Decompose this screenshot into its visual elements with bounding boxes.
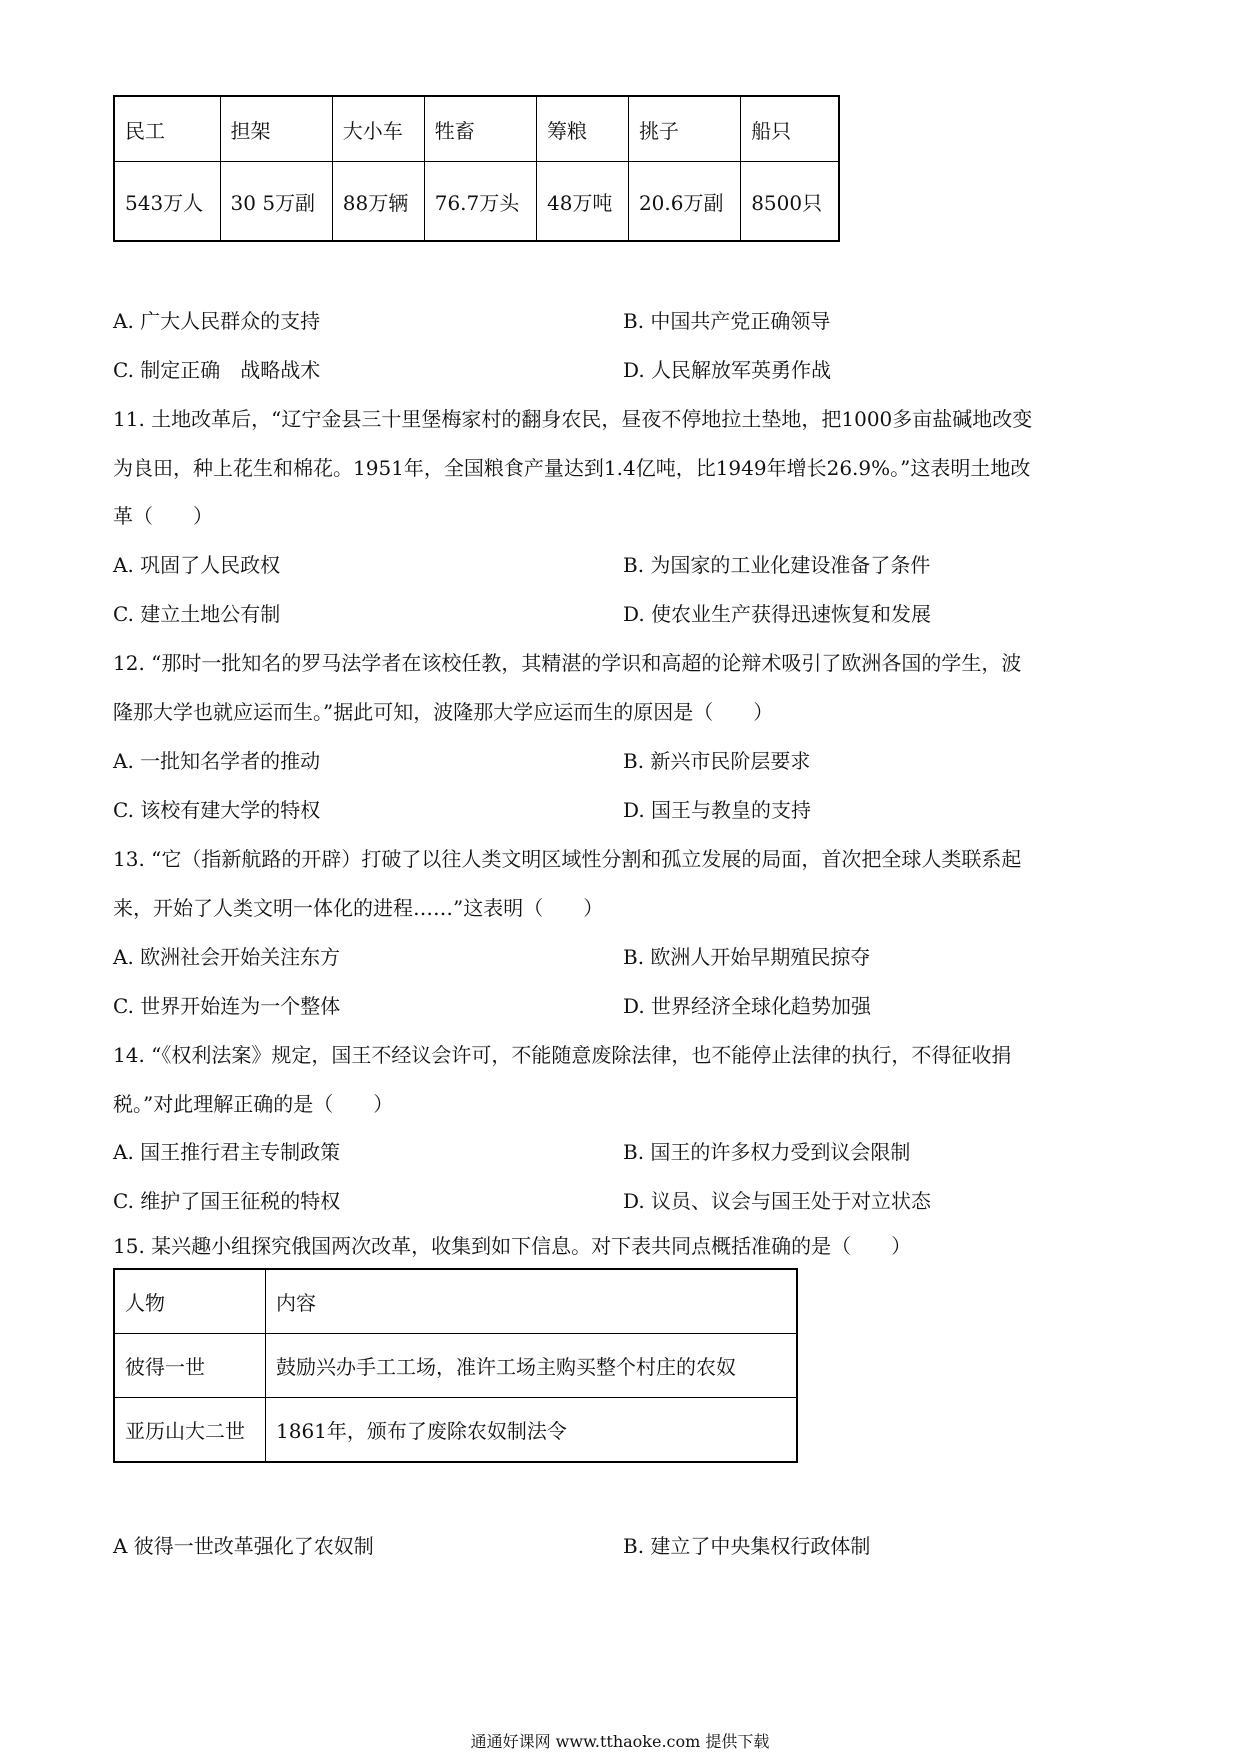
q14-option-c: C. 维护了国王征税的特权 [113,1189,341,1213]
q11-stem-line-3: 革（ ） [113,504,213,528]
page-footer: 通通好课网 www.tthaoke.com 提供下载 [470,1732,770,1751]
table-cell: 543万人 [114,162,220,242]
q14-option-a: A. 国王推行君主专制政策 [113,1140,341,1164]
table-row [114,1334,797,1398]
q13-option-d: D. 世界经济全球化趋势加强 [623,994,872,1018]
table-cell: 48万吨 [536,162,628,242]
q13-option-c: C. 世界开始连为一个整体 [113,994,341,1018]
table-cell: 30 5万副 [220,162,332,242]
table-cell: 88万辆 [332,162,424,242]
q14-stem-line-2: 税。”对此理解正确的是（ ） [113,1092,394,1116]
table-header-cell: 民工 [114,96,220,162]
q11-stem-line-1: 11. 土地改革后，“辽宁金县三十里堡梅家村的翻身农民，昼夜不停地拉土垫地，把1000多亩盐碱地改变 [113,407,1033,431]
table-header-cell: 牲畜 [424,96,536,162]
q12-option-d: D. 国王与教皇的支持 [623,798,812,822]
q11-stem-line-2: 为良田，种上花生和棉花。1951年，全国粮食产量达到1.4亿吨，比1949年增长26.9%。”这表明土地改 [113,456,1031,480]
russia-reform-table [113,1268,798,1463]
q10-option-d: D. 人民解放军英勇作战 [623,358,832,382]
table-cell: 8500只 [741,162,839,242]
table-header-cell: 筹粮 [536,96,628,162]
q14-option-d: D. 议员、议会与国王处于对立状态 [623,1189,932,1213]
q14-option-b: B. 国王的许多权力受到议会限制 [623,1140,911,1164]
q12-option-c: C. 该校有建大学的特权 [113,798,321,822]
q11-option-a: A. 巩固了人民政权 [113,553,281,577]
table-cell: 彼得一世 [114,1334,266,1398]
table-header-cell: 船只 [741,96,839,162]
q10-option-a: A. 广大人民群众的支持 [113,309,321,333]
table-row [114,1398,797,1463]
table-header-cell: 人物 [114,1269,266,1334]
q12-option-a: A. 一批知名学者的推动 [113,749,321,773]
table-header-cell: 内容 [266,1269,798,1334]
table-header-row [114,96,839,162]
q13-option-a: A. 欧洲社会开始关注东方 [113,945,341,969]
q14-stem-line-1: 14. “《权利法案》规定，国王不经议会许可，不能随意废除法律，也不能停止法律的执行，不得征收捐 [113,1043,1012,1067]
table-header-cell: 担架 [220,96,332,162]
q15-option-b: B. 建立了中央集权行政体制 [623,1534,871,1558]
table-header-cell: 大小车 [332,96,424,162]
table-cell: 20.6万副 [628,162,740,242]
table-cell: 鼓励兴办手工工场，准许工场主购买整个村庄的农奴 [266,1334,798,1398]
table-cell: 亚历山大二世 [114,1398,266,1463]
q15-stem-line-1: 15. 某兴趣小组探究俄国两次改革，收集到如下信息。对下表共同点概括准确的是（ ） [113,1234,912,1258]
table-row [114,162,839,242]
support-statistics-table [113,95,840,242]
q11-option-c: C. 建立土地公有制 [113,602,281,626]
q11-option-b: B. 为国家的工业化建设准备了条件 [623,553,931,577]
table-cell: 1861年，颁布了废除农奴制法令 [266,1398,798,1463]
q12-option-b: B. 新兴市民阶层要求 [623,749,811,773]
table-header-row [114,1269,797,1334]
q13-option-b: B. 欧洲人开始早期殖民掠夺 [623,945,871,969]
q15-option-a: A 彼得一世改革强化了农奴制 [113,1534,374,1558]
table-cell: 76.7万头 [424,162,536,242]
q12-stem-line-2: 隆那大学也就应运而生。”据此可知，波隆那大学应运而生的原因是（ ） [113,700,774,724]
q11-option-d: D. 使农业生产获得迅速恢复和发展 [623,602,932,626]
q10-option-c: C. 制定正确 战略战术 [113,358,321,382]
q10-option-b: B. 中国共产党正确领导 [623,309,831,333]
table-header-cell: 挑子 [628,96,740,162]
q13-stem-line-1: 13. “它（指新航路的开辟）打破了以往人类文明区域性分割和孤立发展的局面，首次把全球人类联系起 [113,847,1022,871]
q12-stem-line-1: 12. “那时一批知名的罗马法学者在该校任教，其精湛的学识和高超的论辩术吸引了欧洲各国的学生，波 [113,651,1022,675]
q13-stem-line-2: 来，开始了人类文明一体化的进程……”这表明（ ） [113,896,604,920]
